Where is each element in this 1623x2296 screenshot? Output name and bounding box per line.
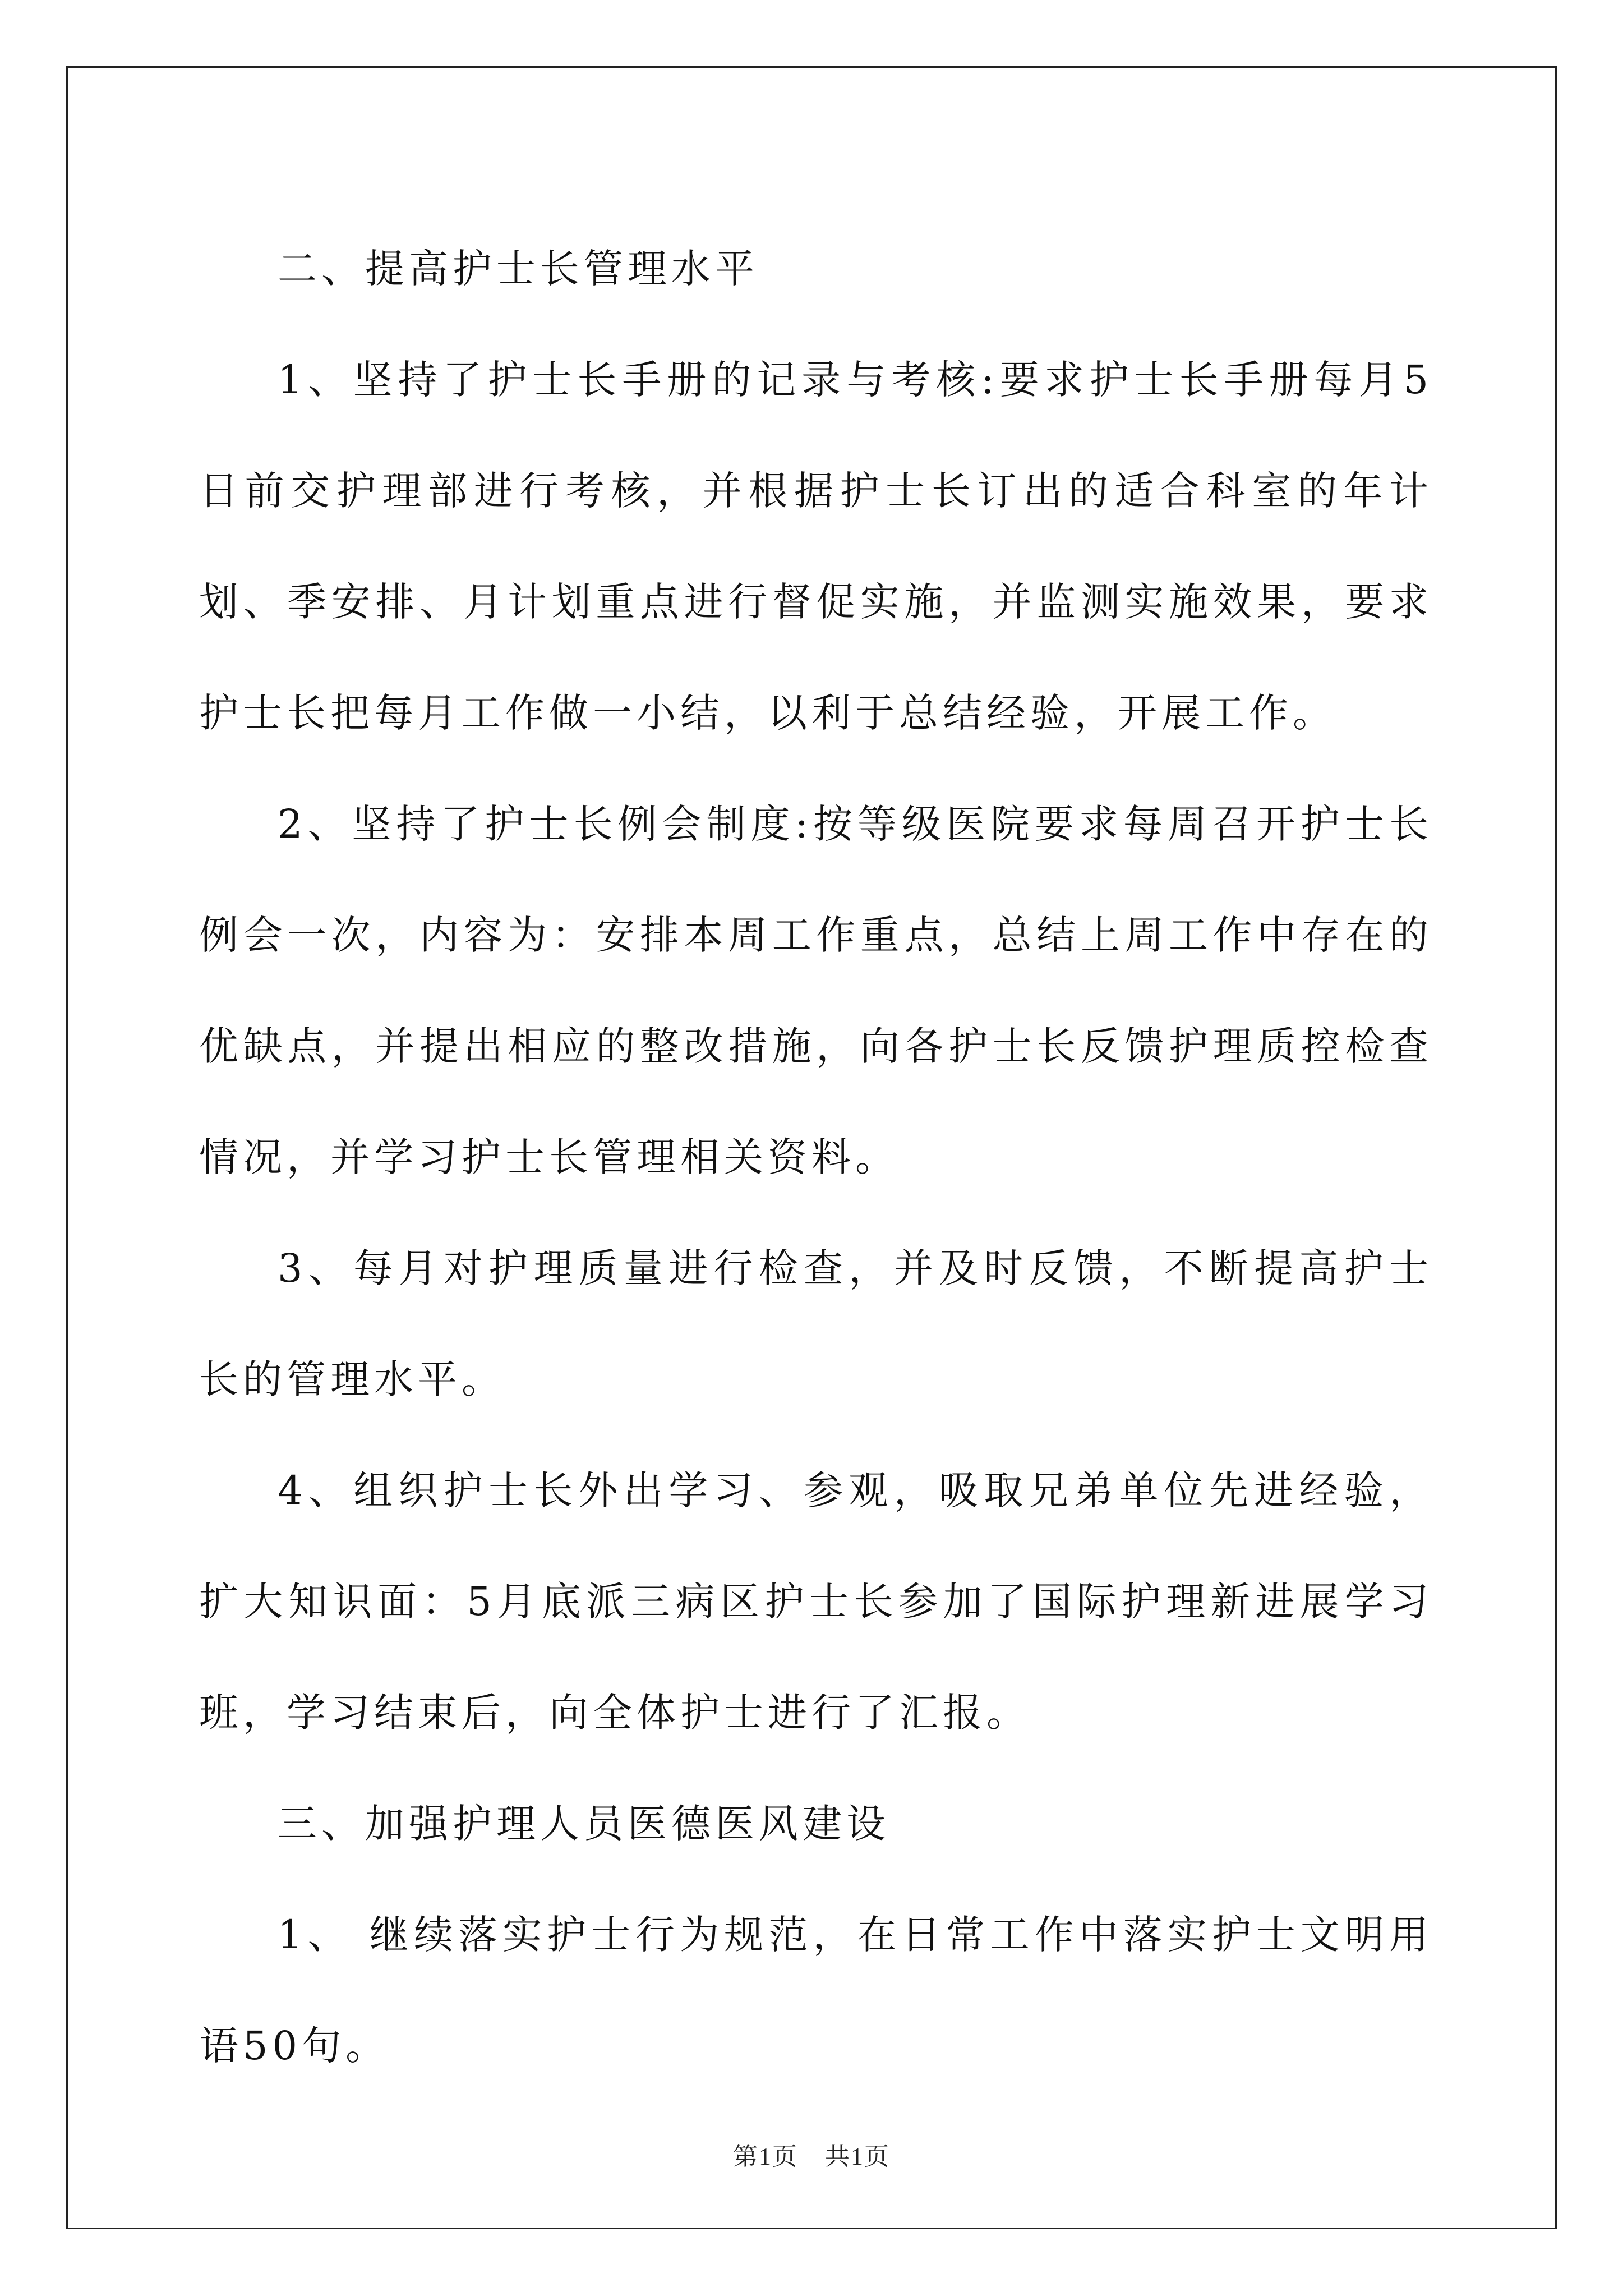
page-number: 第1页	[733, 2143, 798, 2170]
paragraph-2-2: 2、坚持了护士长例会制度:按等级医院要求每周召开护士长例会一次，内容为：安排本周工作重点，总结上周工作中存在的优缺点，并提出相应的整改措施，向各护士长反馈护理质控检查情况，并学习护士长管理相关资料。	[199, 801, 1433, 1180]
paragraph-2-4: 4、组织护士长外出学习、参观，吸取兄弟单位先进经验，扩大知识面：5月底派三病区护士长参加了国际护理新进展学习班，学习结束后，向全体护士进行了汇报。	[199, 1467, 1433, 1736]
page-total: 共1页	[825, 2143, 890, 2170]
page-footer	[0, 2136, 1623, 2172]
paragraph-2-3: 3、每月对护理质量进行检查，并及时反馈，不断提高护士长的管理水平。	[199, 1245, 1433, 1402]
document-body	[199, 213, 1433, 2101]
paragraph-3-1: 1、 继续落实护士行为规范，在日常工作中落实护士文明用语50句。	[199, 1912, 1433, 2069]
section-heading-3: 三、加强护理人员医德医风建设	[278, 1801, 890, 1847]
section-heading-2: 二、提高护士长管理水平	[278, 246, 759, 292]
paragraph-2-1: 1、坚持了护士长手册的记录与考核:要求护士长手册每月5日前交护理部进行考核，并根据护士长订出的适合科室的年计划、季安排、月计划重点进行督促实施，并监测实施效果，要求护士长把每月工作做一小结，以利于总结经验，开展工作。	[199, 357, 1433, 736]
